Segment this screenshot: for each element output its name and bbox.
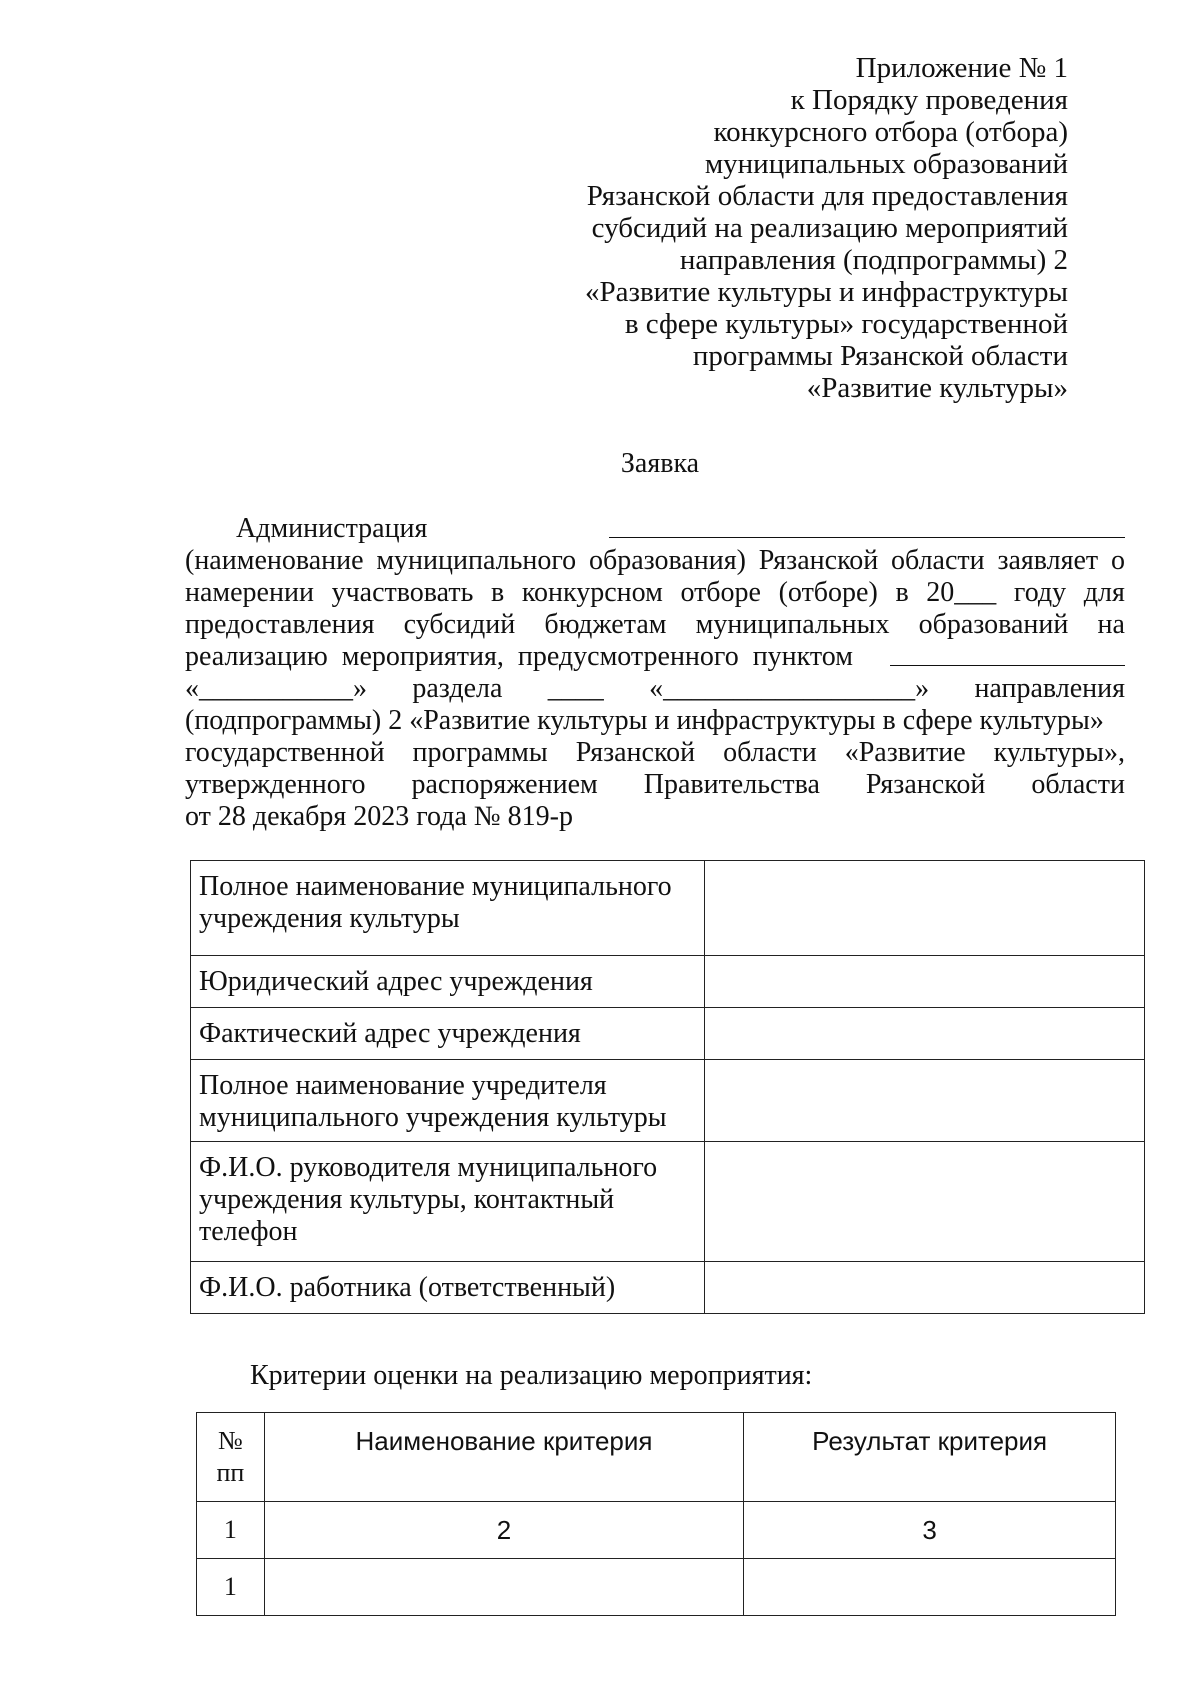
- appendix-line: направления (подпрограммы) 2: [679, 244, 1068, 276]
- column-header-number: № пп: [197, 1413, 265, 1502]
- paragraph-line-6: [185, 673, 1125, 705]
- word: Правительства: [643, 769, 820, 800]
- word: о: [1110, 545, 1125, 576]
- year-blank: 20___: [926, 577, 997, 608]
- row-label: Фактический адрес учреждения: [191, 1008, 705, 1060]
- criteria-caption: Критерии оценки на реализацию мероприятия:: [250, 1360, 813, 1391]
- word: направления: [974, 673, 1125, 704]
- word: для: [1083, 577, 1125, 608]
- word: намерении: [185, 577, 314, 608]
- column-header-result: Результат критерия: [744, 1413, 1116, 1502]
- word: в: [895, 577, 909, 608]
- word: участвовать: [331, 577, 474, 608]
- row-value-cell[interactable]: [704, 956, 1145, 1008]
- paragraph-line-9: [185, 769, 1125, 801]
- paragraph-line-5: [185, 641, 1125, 673]
- paragraph-text: от 28 декабря 2023 года № 819-р: [185, 801, 573, 832]
- word: (отборе): [778, 577, 878, 608]
- criteria-table: [196, 1412, 1116, 1616]
- cell-criterion: 2: [264, 1502, 744, 1559]
- application-paragraph: [185, 513, 1125, 833]
- word: муниципального: [376, 545, 577, 576]
- row-value-cell[interactable]: [704, 1060, 1145, 1142]
- word: заявляет: [997, 545, 1099, 576]
- appendix-line: программы Рязанской области: [692, 340, 1068, 372]
- appendix-line: в сфере культуры» государственной: [624, 308, 1068, 340]
- cell-result: 3: [744, 1502, 1116, 1559]
- row-label: Полное наименование муниципального учреждения культуры: [191, 861, 705, 956]
- appendix-line: к Порядку проведения: [790, 84, 1068, 116]
- word: Рязанской: [758, 545, 879, 576]
- paragraph-line-3: [185, 577, 1125, 609]
- cell-number: 1: [197, 1502, 265, 1559]
- word: на: [1097, 609, 1125, 640]
- word: году: [1013, 577, 1067, 608]
- table-row: [197, 1559, 1116, 1616]
- word: муниципальных: [695, 609, 890, 640]
- row-value-cell[interactable]: [704, 1142, 1145, 1262]
- paragraph-text: (подпрограммы) 2 «Развитие культуры и инфраструктуры в сфере культуры»: [185, 705, 1104, 736]
- row-label: Полное наименование учредителя муниципального учреждения культуры: [191, 1060, 705, 1142]
- word: раздела: [412, 673, 503, 704]
- appendix-line: субсидий на реализацию мероприятий: [591, 212, 1068, 244]
- row-value-cell[interactable]: [704, 1008, 1145, 1060]
- cell-criterion[interactable]: [264, 1559, 744, 1616]
- appendix-line: «Развитие культуры»: [806, 372, 1068, 404]
- word: субсидий: [403, 609, 516, 640]
- word: утвержденного: [185, 769, 366, 800]
- appendix-header: [585, 52, 1068, 404]
- paragraph-text: реализацию мероприятия, предусмотренного пунктом: [185, 641, 853, 672]
- administration-label: Администрация: [236, 513, 428, 544]
- row-label: Юридический адрес учреждения: [191, 956, 705, 1008]
- word: государственной: [185, 737, 385, 768]
- table-row: [191, 1060, 1145, 1142]
- cell-number: 1: [197, 1559, 265, 1616]
- word: предоставления: [185, 609, 375, 640]
- word: Рязанской: [865, 769, 986, 800]
- word: культуры»,: [993, 737, 1125, 768]
- appendix-line: Приложение № 1: [855, 52, 1068, 84]
- word: области: [723, 737, 817, 768]
- row-value-cell[interactable]: [704, 861, 1145, 956]
- cell-result[interactable]: [744, 1559, 1116, 1616]
- institution-info-table: [190, 860, 1145, 1314]
- appendix-line: муниципальных образований: [704, 148, 1068, 180]
- appendix-line: Рязанской области для предоставления: [586, 180, 1068, 212]
- word: отборе: [680, 577, 761, 608]
- word: образования): [588, 545, 746, 576]
- table-row: [191, 1262, 1145, 1314]
- word: образований: [918, 609, 1069, 640]
- word: бюджетам: [544, 609, 667, 640]
- row-value-cell[interactable]: [704, 1262, 1145, 1314]
- row-label: Ф.И.О. руководителя муниципального учреждения культуры, контактный телефон: [191, 1142, 705, 1262]
- column-header-criterion: Наименование критерия: [264, 1413, 744, 1502]
- paragraph-line-2: [185, 545, 1125, 577]
- table-row: [191, 861, 1145, 956]
- section-blank: ____: [547, 673, 604, 704]
- table-header-row: [197, 1413, 1116, 1502]
- paragraph-line-1: [185, 513, 1125, 545]
- clause-field: «___________»: [185, 673, 367, 704]
- clause-blank[interactable]: [890, 641, 1125, 666]
- word: программы: [412, 737, 548, 768]
- word: области: [1031, 769, 1125, 800]
- municipality-blank[interactable]: [609, 513, 1125, 538]
- word: области: [891, 545, 985, 576]
- document-title: Заявка: [620, 448, 700, 479]
- paragraph-line-8: [185, 737, 1125, 769]
- table-row: [197, 1502, 1116, 1559]
- appendix-line: «Развитие культуры и инфраструктуры: [585, 276, 1068, 308]
- appendix-line: конкурсного отбора (отбора): [713, 116, 1068, 148]
- word: «Развитие: [844, 737, 966, 768]
- word: в: [490, 577, 505, 608]
- table-row: [191, 956, 1145, 1008]
- section-name-field: «__________________»: [649, 673, 930, 704]
- row-label: Ф.И.О. работника (ответственный): [191, 1262, 705, 1314]
- paragraph-line-4: [185, 609, 1125, 641]
- paragraph-line-10: [185, 801, 1125, 833]
- paragraph-line-7: [185, 705, 1125, 737]
- table-row: [191, 1008, 1145, 1060]
- word: (наименование: [185, 545, 364, 576]
- word: распоряжением: [411, 769, 598, 800]
- table-row: [191, 1142, 1145, 1262]
- word: конкурсном: [521, 577, 663, 608]
- word: Рязанской: [575, 737, 696, 768]
